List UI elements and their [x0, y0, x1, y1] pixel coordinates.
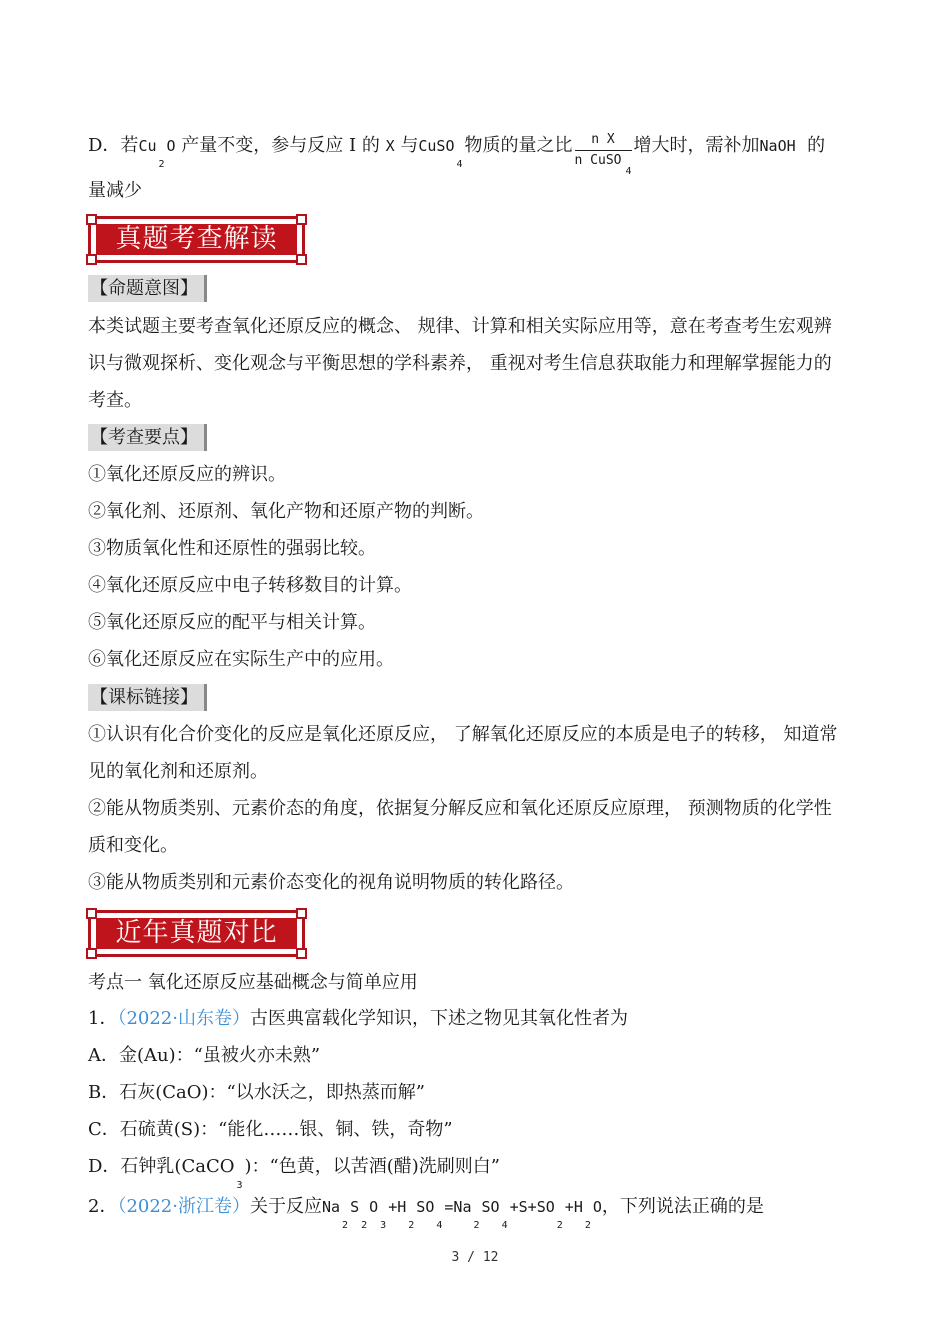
question-1-option-a: A．金(Au)：“虽被火亦未熟” [88, 1045, 321, 1066]
equation-term: +H [564, 1198, 583, 1216]
curriculum-line-3: ②能从物质类别、元素价态的角度，依据复分解反应和氧化还原反应原理， 预测物质的化学性 [88, 798, 832, 819]
question-source: （2022·浙江卷） [117, 1196, 250, 1217]
equation-subscript: 3 [380, 1220, 387, 1231]
equation-subscript: 4 [501, 1220, 508, 1231]
equation-term: Na [321, 1198, 341, 1216]
intent-line-3: 考查。 [88, 390, 142, 411]
intent-line-1: 本类试题主要考查氧化还原反应的概念、 规律、计算和相关实际应用等，意在考查考生宏观辨 [88, 316, 832, 337]
equation-term: O [592, 1198, 602, 1216]
curriculum-line-4: 质和变化。 [88, 835, 178, 856]
banner-recent-exams [88, 910, 305, 957]
equation-term: +SO [527, 1198, 555, 1216]
section-tag-curriculum: 【课标链接】 [88, 684, 207, 711]
equation-term: O [369, 1198, 379, 1216]
question-1-option-b: B．石灰(CaO)：“以水沃之，即热蒸而解” [88, 1082, 425, 1103]
curriculum-line-5: ③能从物质类别和元素价态变化的视角说明物质的转化路径。 [88, 872, 574, 893]
option-d-line1: D．若$Cu_2O$ 产量不变，参与反应 I 的 X 与CuSO$_4$物质的量之比 $\frac{\text{n X}}{n CuSO_4}$ 增大时，需补加NaOH 的 [88, 132, 826, 177]
key-point-6: ⑥氧化还原反应在实际生产中的应用。 [88, 649, 394, 670]
question-1-stem: 1．（2022·山东卷）古医典富载化学知识，下述之物见其氧化性者为 [88, 1008, 628, 1029]
key-point-2: ②氧化剂、还原剂、氧化产物和还原产物的判断。 [88, 501, 484, 522]
banner-title: 真题考查解读 [96, 224, 297, 255]
equation-subscript: 2 [584, 1220, 591, 1231]
equation-subscript: 4 [436, 1220, 443, 1231]
page-number: 3 / 12 [451, 1250, 499, 1265]
equation-term: S [350, 1198, 360, 1216]
banner-exam-analysis [88, 216, 305, 263]
equation-subscript: 2 [361, 1220, 368, 1231]
question-1-option-d: D．石钟乳(CaCO$_3$)：“色黄，以苦酒(醋)洗刷则白” [88, 1156, 501, 1191]
key-point-1: ①氧化还原反应的辨识。 [88, 464, 286, 485]
mole-ratio-fraction: $\frac{\text{n X}}{n CuSO_4}$ [574, 132, 632, 177]
section-tag-intent: 【命题意图】 [88, 275, 207, 302]
equation-subscript: 2 [342, 1220, 349, 1231]
key-point-4: ④氧化还原反应中电子转移数目的计算。 [88, 575, 412, 596]
equation-term: +S [509, 1198, 528, 1216]
reaction-equation [321, 1196, 602, 1231]
banner-title: 近年真题对比 [96, 918, 297, 949]
key-point-3: ③物质氧化性和还原性的强弱比较。 [88, 538, 376, 559]
question-1-option-c: C．石硫黄(S)：“能化……银、铜、铁，奇物” [88, 1119, 453, 1140]
option-d-line2: 量减少 [88, 180, 142, 201]
intent-line-2: 识与微观探析、变化观念与平衡思想的学科素养， 重视对考生信息获取能力和理解掌握能力的 [88, 353, 832, 374]
equation-term: =Na [444, 1198, 472, 1216]
equation-subscript: 2 [408, 1220, 415, 1231]
curriculum-line-1: ①认识有化合价变化的反应是氧化还原反应， 了解氧化还原反应的本质是电子的转移， 知道常 [88, 724, 838, 745]
equation-term: +H [388, 1198, 407, 1216]
curriculum-line-2: 见的氧化剂和还原剂。 [88, 761, 268, 782]
question-2-stem: 2．（2022·浙江卷）关于反应$Na_2S_2O_3+H_2SO_4=Na_2SO_4+S+SO_2+H_2O$，下列说法正确的是 [88, 1196, 764, 1231]
equation-term: SO [416, 1198, 435, 1216]
topic-heading: 考点一 氧化还原反应基础概念与简单应用 [88, 972, 418, 993]
equation-term: SO [481, 1198, 500, 1216]
section-tag-key-points: 【考查要点】 [88, 424, 207, 451]
equation-subscript: 2 [556, 1220, 563, 1231]
key-point-5: ⑤氧化还原反应的配平与相关计算。 [88, 612, 376, 633]
equation-subscript: 2 [473, 1220, 480, 1231]
question-source: （2022·山东卷） [117, 1008, 250, 1029]
